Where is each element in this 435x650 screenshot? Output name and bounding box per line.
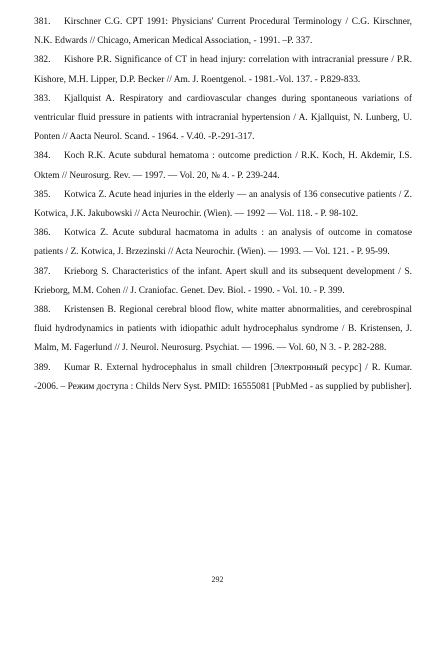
reference-text: Kirschner C.G. CPT 1991: Physicians' Current Procedural Terminology / C.G. Kirschner, N.K. Edwards // Chicago, American Medical Association, - 1991. –P. 337. (34, 17, 412, 47)
reference-list (34, 13, 412, 397)
reference-text: Kumar R. External hydrocephalus in small children [Электронный ресурс] / R. Kumar. -2006. – Режим доступа : Childs Nerv Syst. PMID: 16555081 [PubMed - as supplied by publisher]. (34, 362, 412, 392)
reference-number: 381. (34, 17, 51, 27)
reference-387 (34, 263, 412, 301)
reference-385 (34, 186, 412, 224)
reference-number: 389. (34, 362, 51, 373)
reference-text: Kjallquist A. Respiratory and cardiovascular changes during spontaneous variations of ventricular fluid pressure in patients with intracranial hypertension / A. Kjallquist, N. Lunberg, U. Ponten // Aacta Neurol. Scand. - 1964. - V.40. -P.-291-317. (34, 93, 412, 143)
reference-number: 383. (34, 93, 51, 104)
page-number: 292 (211, 575, 224, 584)
reference-383 (34, 90, 412, 148)
reference-number: 384. (34, 151, 51, 162)
reference-386 (34, 224, 412, 262)
reference-number: 385. (34, 189, 51, 200)
reference-382 (34, 51, 412, 89)
reference-number: 387. (34, 266, 51, 277)
reference-number: 382. (34, 55, 51, 66)
reference-number: 388. (34, 305, 51, 316)
reference-text: Kotwica Z. Acute head injuries in the elderly — an analysis of 136 consecutive patients / Z. Kotwica, J.K. Jakubowski // Acta Neurochir. (Wien). — 1992 — Vol. 118. - P. 98-102. (34, 189, 412, 220)
reference-381 (34, 13, 412, 51)
reference-number: 386. (34, 228, 51, 239)
reference-text: Kristensen B. Regional cerebral blood flow, white matter abnormalities, and cerebrospinal fluid hydrodynamics in patients with idiopathic adult hydrocephalus syndrome / B. Kristensen, J. Malm, M. Fagerlund // J. Neurol. Neurosurg. Psychiat. — 1996. — Vol. 60, N 3. - P. 282-288. (34, 305, 412, 354)
reference-text: Krieborg S. Characteristics of the infant. Apert skull and its subsequent development / S. Krieborg, M.M. Cohen // J. Craniofac. Genet. Dev. Biol. - 1990. - Vol. 10. - P. 399. (34, 266, 412, 296)
reference-389 (34, 359, 412, 397)
reference-text: Kishore P.R. Significance of CT in head injury: correlation with intracranial pressure / P.R. Kishore, M.H. Lipper, D.P. Becker // Am. J. Roentgenol. - 1981.-Vol. 137. - P.829-833. (34, 55, 412, 85)
reference-text: Kotwica Z. Acute subdural hacmatoma in adults : an analysis of outcome in comatose patients / Z. Kotwica, J. Brzezinski // Acta Neurochir. (Wien). — 1993. — Vol. 121. - P. 95-99. (34, 228, 412, 258)
reference-388 (34, 301, 412, 359)
reference-text: Koch R.K. Acute subdural hematoma : outcome prediction / R.K. Koch, H. Akdemir, I.S. Oktem // Neurosurg. Rev. — 1997. — Vol. 20, № 4. - P. 239-244. (34, 151, 412, 181)
reference-384 (34, 147, 412, 185)
